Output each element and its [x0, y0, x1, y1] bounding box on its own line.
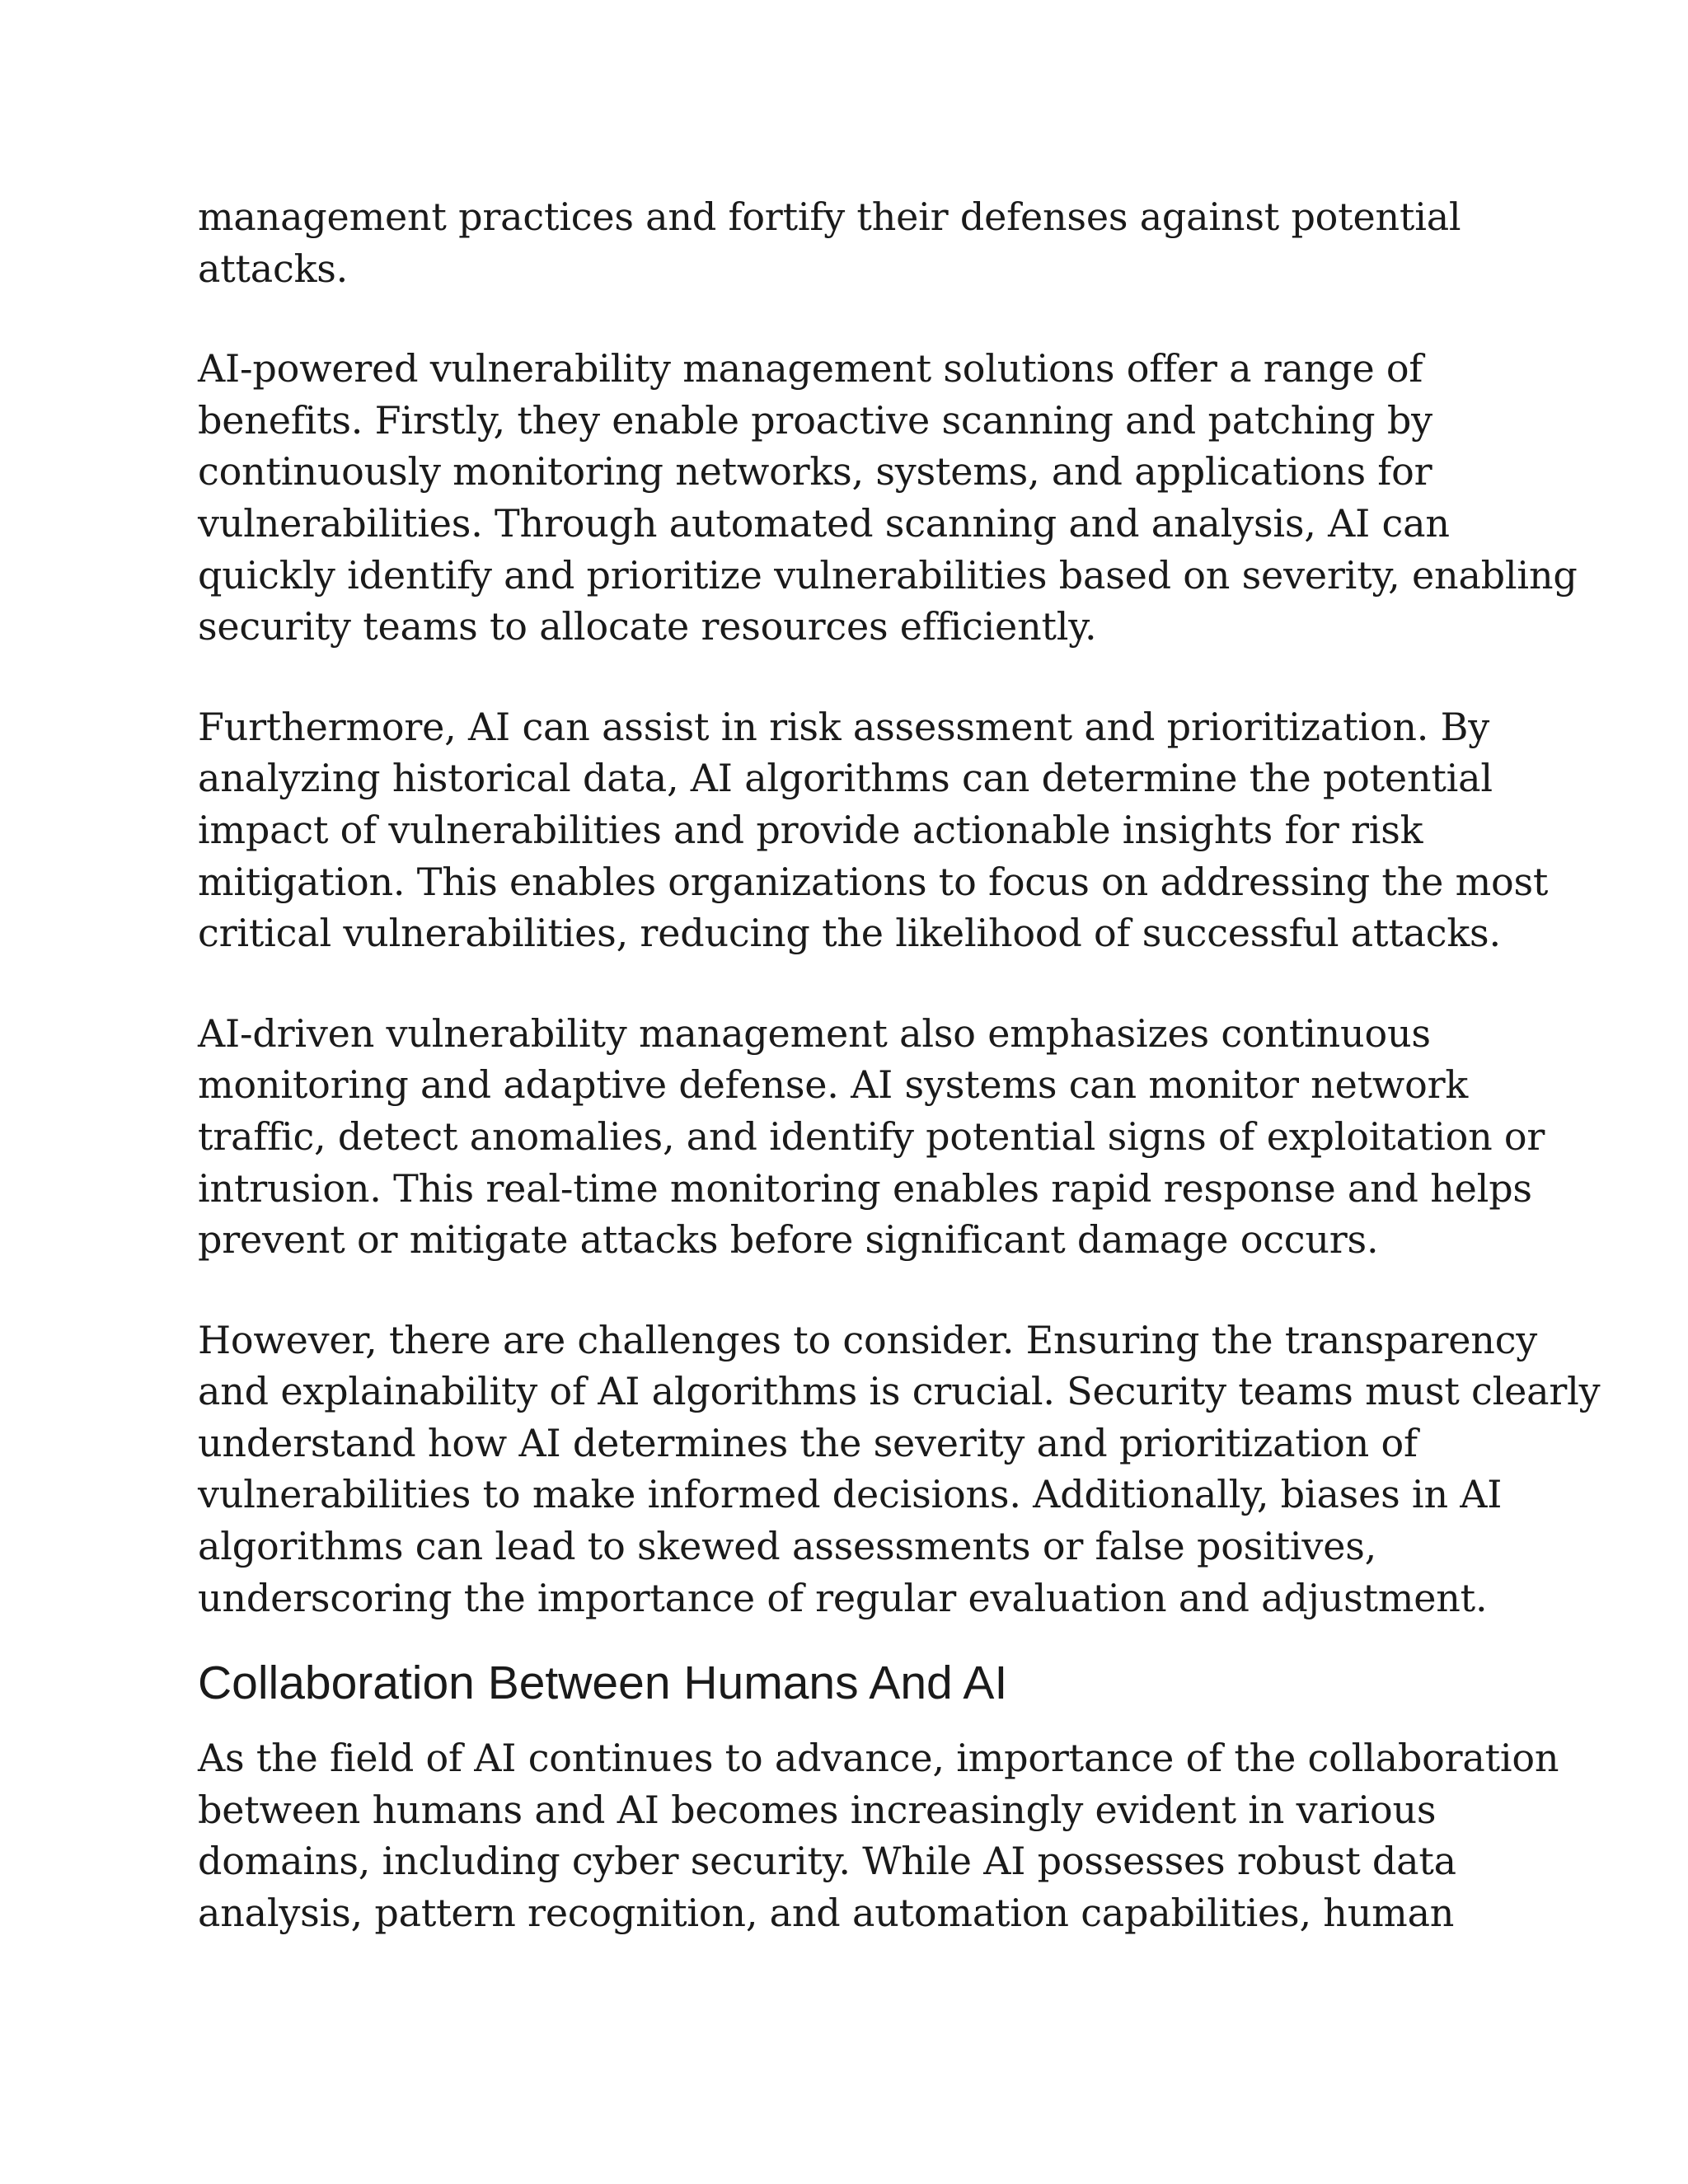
- text-line: Furthermore, AI can assist in risk assessment and prioritization. By: [198, 704, 1490, 749]
- text-line: AI-driven vulnerability management also emphasizes continuous: [198, 1010, 1431, 1056]
- text-line: quickly identify and prioritize vulnerabilities based on severity, enabling: [198, 552, 1578, 598]
- text-line: analyzing historical data, AI algorithms can determine the potential: [198, 756, 1493, 801]
- text-line: As the field of AI continues to advance, importance of the collaboration: [198, 1736, 1559, 1781]
- text-line: algorithms can lead to skewed assessments or false positives,: [198, 1524, 1377, 1569]
- text-line: intrusion. This real-time monitoring enables rapid response and helps: [198, 1165, 1532, 1211]
- paragraph-risk-assessment: [198, 701, 1549, 959]
- text-line: and explainability of AI algorithms is crucial. Security teams must clearly: [198, 1369, 1601, 1414]
- text-line: understand how AI determines the severity and prioritization of: [198, 1420, 1418, 1465]
- text-line: However, there are challenges to consider. Ensuring the transparency: [198, 1317, 1538, 1362]
- text-line: underscoring the importance of regular evaluation and adjustment.: [198, 1575, 1488, 1620]
- paragraph-continuation: [198, 191, 1533, 294]
- text-line: AI-powered vulnerability management solutions offer a range of: [198, 346, 1423, 391]
- text-line: impact of vulnerabilities and provide actionable insights for risk: [198, 807, 1423, 852]
- text-line: monitoring and adaptive defense. AI systems can monitor network: [198, 1062, 1469, 1108]
- text-line: attacks.: [198, 246, 349, 291]
- paragraph-collaboration: [198, 1732, 1559, 1938]
- paragraph-challenges: [198, 1315, 1601, 1624]
- text-line: vulnerabilities. Through automated scanning and analysis, AI can: [198, 500, 1450, 546]
- page-content: [198, 191, 1601, 1939]
- text-line: management practices and fortify their defenses against potential: [198, 194, 1461, 239]
- text-line: critical vulnerabilities, reducing the likelihood of successful attacks.: [198, 911, 1501, 956]
- text-line: vulnerabilities to make informed decisions. Additionally, biases in AI: [198, 1472, 1503, 1517]
- paragraph-continuous-monitoring: [198, 1008, 1545, 1266]
- text-line: security teams to allocate resources efficiently.: [198, 604, 1097, 649]
- text-line: mitigation. This enables organizations to focus on addressing the most: [198, 859, 1549, 904]
- text-line: prevent or mitigate attacks before significant damage occurs.: [198, 1217, 1379, 1263]
- text-line: domains, including cyber security. While AI possesses robust data: [198, 1839, 1456, 1884]
- text-line: benefits. Firstly, they enable proactive scanning and patching by: [198, 397, 1432, 443]
- text-line: traffic, detect anomalies, and identify potential signs of exploitation or: [198, 1113, 1545, 1159]
- section-heading: Collaboration Between Humans And AI: [198, 1657, 1008, 1710]
- text-line: between humans and AI becomes increasingly evident in various: [198, 1787, 1437, 1832]
- text-line: continuously monitoring networks, systems, and applications for: [198, 449, 1432, 494]
- paragraph-ai-powered-benefits: [198, 343, 1578, 653]
- text-line: analysis, pattern recognition, and automation capabilities, human: [198, 1891, 1455, 1936]
